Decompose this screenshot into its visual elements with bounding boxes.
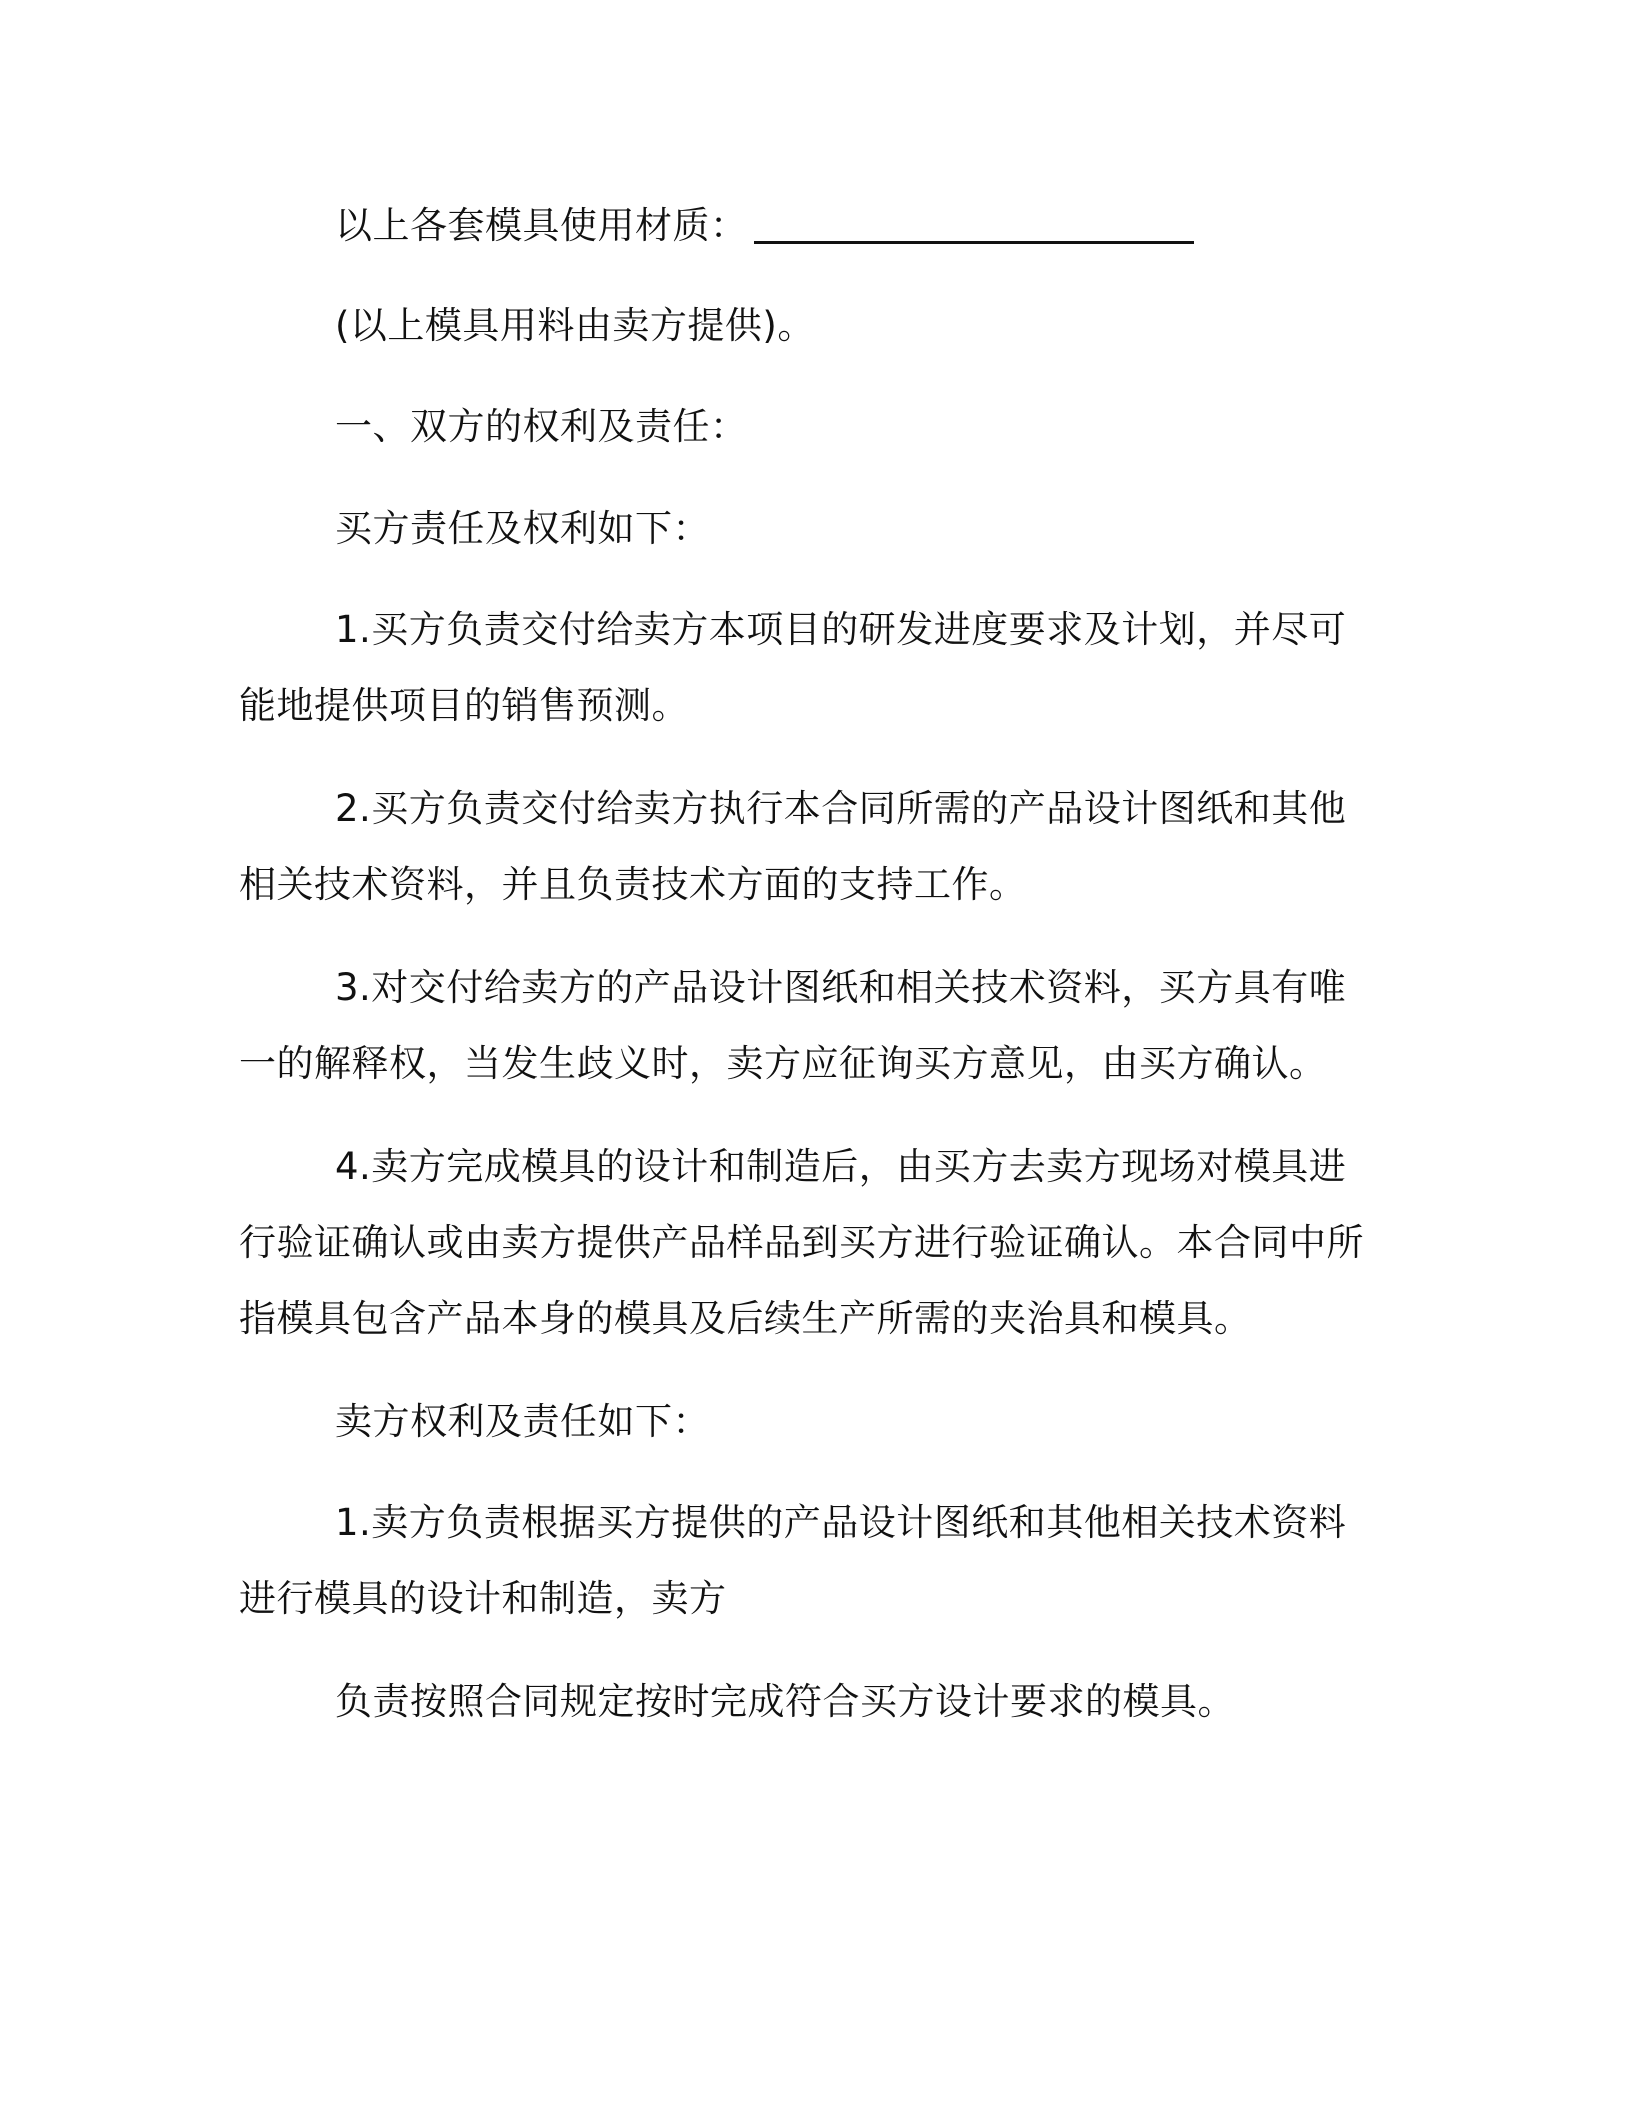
seller-item-1-continued: 负责按照合同规定按时完成符合买方设计要求的模具。 [335, 1680, 1235, 1723]
material-blank [754, 237, 1194, 244]
buyer-item-4: 4.卖方完成模具的设计和制造后，由买方去卖方现场对模具进行验证确认或由卖方提供产品样品到买方进行验证确认。本合同中所指模具包含产品本身的模具及后续生产所需的夹治具和模具。 [239, 1145, 1364, 1340]
material-note: (以上模具用料由卖方提供)。 [335, 304, 815, 347]
seller-heading: 卖方权利及责任如下： [335, 1400, 710, 1443]
material-label: 以上各套模具使用材质： [335, 204, 748, 247]
buyer-item-3: 3.对交付给卖方的产品设计图纸和相关技术资料，买方具有唯一的解释权，当发生歧义时，卖方应征询买方意见，由买方确认。 [239, 966, 1347, 1085]
section-heading: 一、双方的权利及责任： [335, 405, 748, 448]
buyer-item-2: 2.买方负责交付给卖方执行本合同所需的产品设计图纸和其他相关技术资料，并且负责技术方面的支持工作。 [239, 787, 1347, 906]
buyer-item-1: 1.买方负责交付给卖方本项目的研发进度要求及计划，并尽可能地提供项目的销售预测。 [239, 608, 1347, 727]
material-line [239, 188, 1369, 264]
seller-item-1: 1.卖方负责根据买方提供的产品设计图纸和其他相关技术资料进行模具的设计和制造，卖方 [239, 1501, 1347, 1620]
buyer-heading: 买方责任及权利如下： [335, 507, 710, 550]
